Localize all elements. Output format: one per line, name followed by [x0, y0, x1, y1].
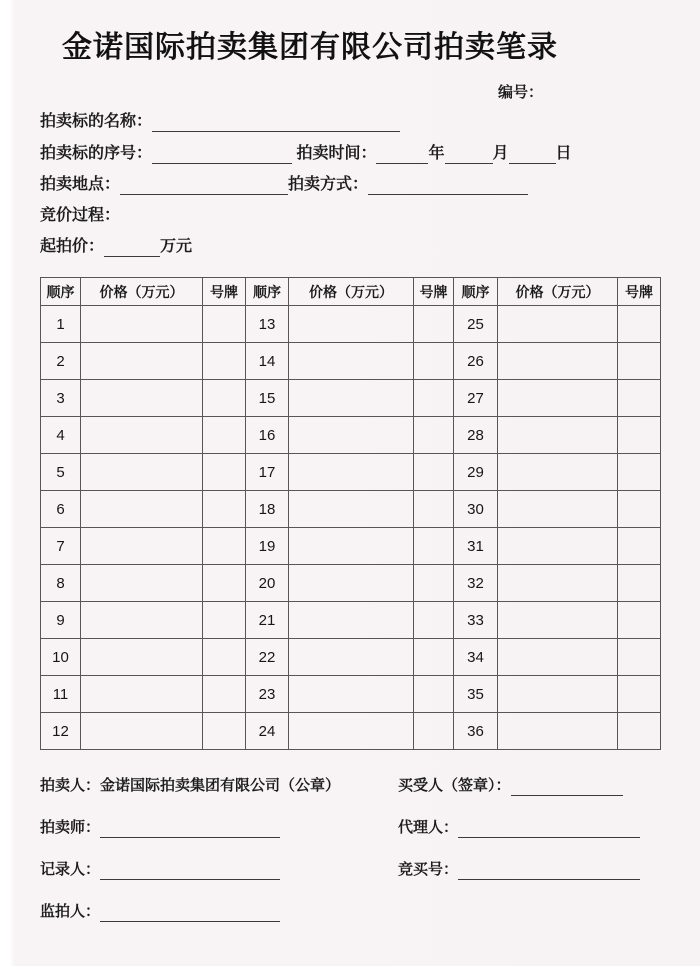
buyer-label: 买受人（签章）：	[398, 777, 511, 794]
price-cell	[81, 602, 203, 639]
paddle-cell	[618, 454, 661, 491]
recorder-blank	[100, 863, 280, 880]
paddle-cell	[203, 602, 246, 639]
serial-number-label: 编号：	[498, 84, 544, 101]
price-cell	[81, 380, 203, 417]
sequence-cell: 3	[41, 380, 81, 417]
sequence-cell: 26	[454, 343, 498, 380]
sequence-cell: 9	[41, 602, 81, 639]
sequence-cell: 17	[246, 454, 289, 491]
start-price-unit: 万元	[160, 238, 193, 255]
paddle-cell	[203, 676, 246, 713]
sequence-cell: 5	[41, 454, 81, 491]
table-row	[41, 306, 661, 343]
price-cell	[289, 491, 414, 528]
agent-group	[398, 818, 640, 838]
price-cell	[498, 713, 618, 750]
price-cell	[81, 676, 203, 713]
year-blank	[376, 147, 428, 164]
subject-name-blank	[152, 115, 400, 132]
sequence-cell: 19	[246, 528, 289, 565]
paddle-cell	[414, 306, 454, 343]
table-row	[41, 417, 661, 454]
month-label: 月	[492, 145, 509, 162]
sequence-cell: 14	[246, 343, 289, 380]
subject-name-label: 拍卖标的名称：	[40, 113, 153, 130]
price-cell	[81, 565, 203, 602]
paddle-cell	[618, 713, 661, 750]
header-paddle-1: 号牌	[203, 278, 246, 306]
auctioneer-blank	[100, 821, 280, 838]
paddle-cell	[203, 343, 246, 380]
sequence-cell: 10	[41, 639, 81, 676]
paddle-cell	[618, 491, 661, 528]
paddle-cell	[618, 602, 661, 639]
paddle-cell	[203, 380, 246, 417]
sequence-cell: 31	[454, 528, 498, 565]
sequence-cell: 32	[454, 565, 498, 602]
paddle-cell	[414, 565, 454, 602]
price-cell	[289, 380, 414, 417]
sequence-cell: 29	[454, 454, 498, 491]
sequence-cell: 1	[41, 306, 81, 343]
sequence-cell: 22	[246, 639, 289, 676]
table-row	[41, 491, 661, 528]
bid-number-blank	[458, 863, 640, 880]
price-cell	[289, 417, 414, 454]
paddle-cell	[203, 306, 246, 343]
paddle-cell	[203, 528, 246, 565]
price-cell	[289, 306, 414, 343]
table-row	[41, 528, 661, 565]
price-cell	[81, 306, 203, 343]
price-cell	[81, 417, 203, 454]
header-seq-2: 顺序	[246, 278, 289, 306]
start-price-blank	[104, 240, 160, 257]
price-cell	[498, 491, 618, 528]
year-label: 年	[428, 145, 445, 162]
paddle-cell	[618, 639, 661, 676]
header-seq-1: 顺序	[41, 278, 81, 306]
sequence-cell: 11	[41, 676, 81, 713]
sequence-cell: 21	[246, 602, 289, 639]
sequence-cell: 16	[246, 417, 289, 454]
auctioneer-group	[40, 818, 280, 838]
subject-serial-blank	[152, 147, 292, 164]
sequence-cell: 6	[41, 491, 81, 528]
supervisor-group	[40, 902, 280, 922]
price-cell	[289, 602, 414, 639]
paddle-cell	[618, 676, 661, 713]
price-cell	[498, 454, 618, 491]
header-price-3: 价格（万元）	[498, 278, 618, 306]
recorder-group	[40, 860, 280, 880]
price-cell	[289, 565, 414, 602]
header-paddle-2: 号牌	[414, 278, 454, 306]
bid-number-group	[398, 860, 640, 880]
sequence-cell: 7	[41, 528, 81, 565]
header-seq-3: 顺序	[454, 278, 498, 306]
sequence-cell: 18	[246, 491, 289, 528]
price-cell	[498, 380, 618, 417]
seller-value: 金诺国际拍卖集团有限公司（公章）	[100, 777, 341, 794]
sequence-cell: 27	[454, 380, 498, 417]
paddle-cell	[414, 454, 454, 491]
table-row	[41, 380, 661, 417]
paddle-cell	[618, 306, 661, 343]
buyer-blank	[511, 779, 623, 796]
serial-and-time-row	[40, 144, 572, 164]
paddle-cell	[414, 343, 454, 380]
price-cell	[81, 343, 203, 380]
price-cell	[289, 343, 414, 380]
bidding-process-row	[40, 206, 120, 226]
sequence-cell: 25	[454, 306, 498, 343]
header-paddle-3: 号牌	[618, 278, 661, 306]
place-and-method-row	[40, 175, 528, 195]
sequence-cell: 36	[454, 713, 498, 750]
price-cell	[81, 639, 203, 676]
sequence-cell: 4	[41, 417, 81, 454]
start-price-label: 起拍价：	[40, 238, 105, 255]
paddle-cell	[618, 528, 661, 565]
sequence-cell: 8	[41, 565, 81, 602]
sequence-cell: 30	[454, 491, 498, 528]
sequence-cell: 13	[246, 306, 289, 343]
month-blank	[445, 147, 493, 164]
paddle-cell	[618, 343, 661, 380]
sequence-cell: 12	[41, 713, 81, 750]
price-cell	[81, 491, 203, 528]
table-row	[41, 343, 661, 380]
method-blank	[368, 178, 528, 195]
buyer-group	[398, 776, 623, 796]
table-row	[41, 602, 661, 639]
sequence-cell: 20	[246, 565, 289, 602]
price-cell	[498, 343, 618, 380]
method-label: 拍卖方式：	[288, 176, 369, 193]
agent-blank	[458, 821, 640, 838]
table-row	[41, 565, 661, 602]
price-cell	[498, 417, 618, 454]
header-price-2: 价格（万元）	[289, 278, 414, 306]
supervisor-blank	[100, 905, 280, 922]
table-header-row	[41, 278, 661, 306]
subject-name-row	[40, 112, 400, 132]
price-cell	[81, 528, 203, 565]
sequence-cell: 28	[454, 417, 498, 454]
paddle-cell	[203, 454, 246, 491]
sequence-cell: 15	[246, 380, 289, 417]
table-row	[41, 454, 661, 491]
price-cell	[289, 454, 414, 491]
auction-time-label: 拍卖时间：	[296, 145, 377, 162]
header-price-1: 价格（万元）	[81, 278, 203, 306]
sequence-cell: 33	[454, 602, 498, 639]
paddle-cell	[414, 417, 454, 454]
paddle-cell	[414, 713, 454, 750]
sequence-cell: 34	[454, 639, 498, 676]
price-cell	[498, 565, 618, 602]
price-cell	[289, 528, 414, 565]
price-cell	[498, 639, 618, 676]
table-row	[41, 639, 661, 676]
sequence-cell: 35	[454, 676, 498, 713]
paddle-cell	[618, 380, 661, 417]
price-cell	[81, 454, 203, 491]
seller-group	[40, 776, 340, 796]
paddle-cell	[618, 565, 661, 602]
paddle-cell	[203, 417, 246, 454]
table-row	[41, 676, 661, 713]
place-blank	[120, 178, 288, 195]
auction-table-body	[41, 306, 661, 750]
paddle-cell	[203, 565, 246, 602]
table-row	[41, 713, 661, 750]
paddle-cell	[414, 380, 454, 417]
start-price-row	[40, 237, 192, 257]
price-cell	[498, 528, 618, 565]
form-title: 金诺国际拍卖集团有限公司拍卖笔录	[62, 31, 558, 64]
paddle-cell	[203, 491, 246, 528]
price-cell	[81, 713, 203, 750]
price-cell	[498, 602, 618, 639]
supervisor-label: 监拍人：	[40, 903, 101, 920]
sequence-cell: 2	[41, 343, 81, 380]
price-cell	[289, 713, 414, 750]
paddle-cell	[414, 528, 454, 565]
bid-record-table	[40, 277, 661, 750]
paddle-cell	[618, 417, 661, 454]
sequence-cell: 23	[246, 676, 289, 713]
paddle-cell	[203, 713, 246, 750]
auctioneer-label: 拍卖师：	[40, 819, 101, 836]
paddle-cell	[414, 602, 454, 639]
price-cell	[498, 676, 618, 713]
subject-serial-label: 拍卖标的序号：	[40, 145, 153, 162]
bidding-process-label: 竞价过程：	[40, 207, 121, 224]
price-cell	[498, 306, 618, 343]
paddle-cell	[414, 676, 454, 713]
seller-label: 拍卖人：	[40, 777, 101, 794]
sequence-cell: 24	[246, 713, 289, 750]
recorder-label: 记录人：	[40, 861, 101, 878]
price-cell	[289, 676, 414, 713]
place-label: 拍卖地点：	[40, 176, 121, 193]
day-blank	[509, 147, 556, 164]
paddle-cell	[414, 491, 454, 528]
paddle-cell	[203, 639, 246, 676]
day-label: 日	[555, 145, 572, 162]
agent-label: 代理人：	[398, 819, 459, 836]
bid-number-label: 竞买号：	[398, 861, 459, 878]
price-cell	[289, 639, 414, 676]
paddle-cell	[414, 639, 454, 676]
